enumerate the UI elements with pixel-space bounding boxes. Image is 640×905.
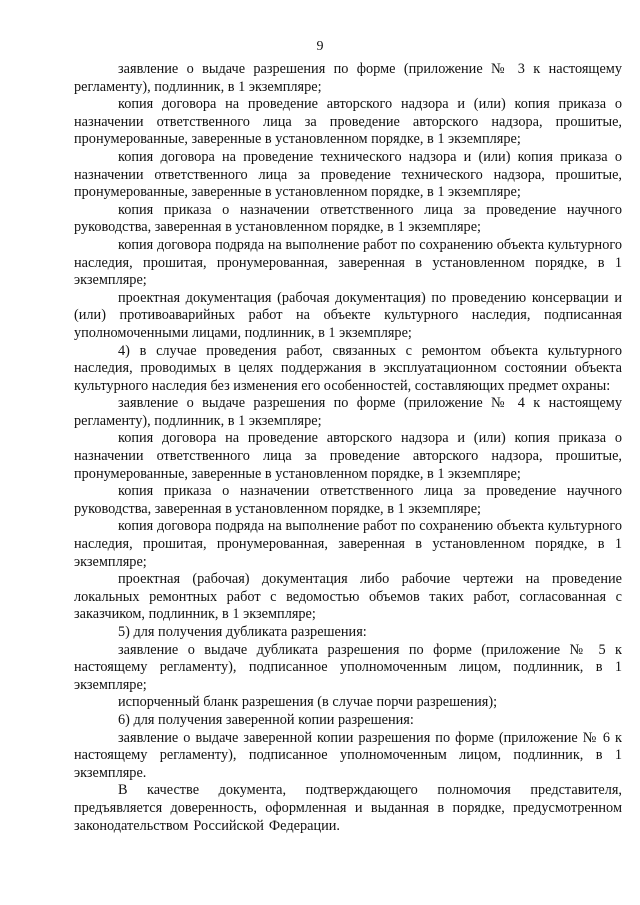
paragraph: копия договора на проведение авторского надзора и (или) копия приказа о назначении ответственного лица за проведение авторского надзора, прошитые, пронумерованные, заверенные в установленном порядке, в 1 экземпляре; — [74, 430, 622, 482]
paragraph: копия приказа о назначении ответственного лица за проведение научного руководства, заверенная в установленном порядке, в 1 экземпляре; — [74, 201, 622, 236]
paragraph: проектная (рабочая) документация либо рабочие чертежи на проведение локальных ремонтных работ с ведомостью объемов таких работ, согласованная с заказчиком, подлинник, в 1 экземпляре; — [74, 571, 622, 623]
paragraph: копия договора подряда на выполнение работ по сохранению объекта культурного наследия, прошитая, пронумерованная, заверенная в установленном порядке, в 1 экземпляре; — [74, 518, 622, 570]
paragraph: 6) для получения заверенной копии разрешения: — [118, 711, 414, 728]
document-body — [74, 61, 622, 835]
paragraph: заявление о выдаче разрешения по форме (приложение № 3 к настоящему регламенту), подлинник, в 1 экземпляре; — [74, 61, 622, 95]
page-number: 9 — [316, 39, 324, 54]
paragraph: 5) для получения дубликата разрешения: — [118, 624, 367, 640]
paragraph: проектная документация (рабочая документация) по проведению консервации и (или) противоаварийных работ на объекте культурного наследия, подписанная уполномоченными лицами, подлинник, в 1 экземпляре; — [74, 289, 622, 341]
paragraph: заявление о выдаче разрешения по форме (приложение № 4 к настоящему регламенту), подлинник, в 1 экземпляре; — [74, 395, 622, 429]
paragraph: копия приказа о назначении ответственного лица за проведение научного руководства, заверенная в установленном порядке, в 1 экземпляре; — [74, 483, 622, 517]
paragraph: заявление о выдаче заверенной копии разрешения по форме (приложение № 6 к настоящему регламенту), подписанное уполномоченным лицом, подлинник, в 1 экземпляре. — [74, 729, 622, 781]
paragraph: копия договора на проведение авторского надзора и (или) копия приказа о назначении ответственного лица за проведение авторского надзора, прошитые, пронумерованные, заверенные в установленном порядке, в 1 экземпляре; — [74, 96, 622, 148]
paragraph: В качестве документа, подтверждающего полномочия представителя, предъявляется доверенность, оформленная и выданная в порядке, предусмотренном законодательством Российской Федерации. — [74, 782, 622, 834]
paragraph: 4) в случае проведения работ, связанных с ремонтом объекта культурного наследия, проводимых в целях поддержания в эксплуатационном состоянии объекта культурного наследия без изменения его особенностей, составляющих предмет охраны: — [74, 342, 622, 394]
paragraph: копия договора на проведение технического надзора и (или) копия приказа о назначении ответственного лица за проведение технического надзора, прошитые, пронумерованные, заверенные в установленном порядке, в 1 экземпляре; — [74, 148, 622, 201]
paragraph: заявление о выдаче дубликата разрешения по форме (приложение № 5 к настоящему регламенту), подписанное уполномоченным лицом, подлинник, в 1 экземпляре; — [74, 641, 622, 693]
paragraph: копия договора подряда на выполнение работ по сохранению объекта культурного наследия, прошитая, пронумерованная, заверенная в установленном порядке, в 1 экземпляре; — [74, 236, 622, 289]
paragraph: испорченный бланк разрешения (в случае порчи разрешения); — [118, 694, 498, 711]
